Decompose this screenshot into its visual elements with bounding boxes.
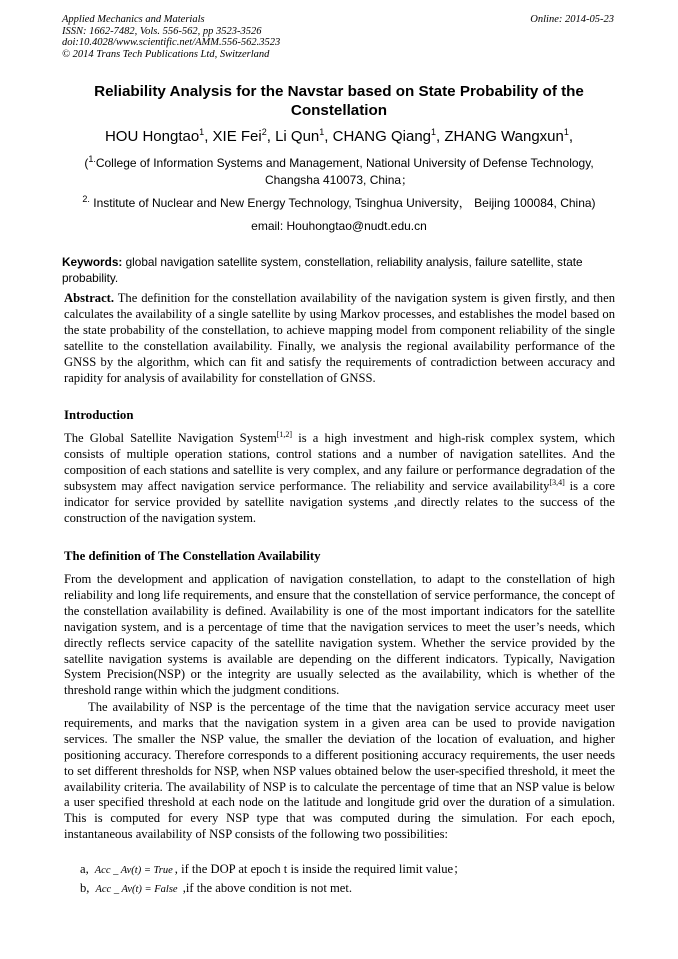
- keywords-text: global navigation satellite system, constellation, reliability analysis, failure satellite, state probability.: [62, 255, 583, 285]
- abstract-label: Abstract.: [64, 291, 115, 305]
- author-name: Li Qun: [275, 128, 320, 145]
- list-item: a, Acc _ Av(t) = True , if the DOP at epoch t is inside the required limit value；: [80, 862, 466, 876]
- author-sup: 1: [199, 127, 205, 137]
- author-list: HOU Hongtao$^1$, XIE Fei$^2$, Li Qun$^1$, CHANG Qiang$^1$, ZHANG Wangxun$^1$,: [104, 127, 574, 145]
- author-name: CHANG Qiang: [332, 128, 432, 145]
- author-name: HOU Hongtao: [104, 128, 200, 145]
- list-item: b, Acc _ Av(t) = False ,if the above condition is not met.: [80, 881, 353, 895]
- journal-name: Applied Mechanics and Materials: [62, 14, 205, 25]
- issn-line: ISSN: 1662-7482, Vols. 556-562, pp 3523-3526: [62, 25, 262, 37]
- copyright-line: © 2014 Trans Tech Publications Ltd, Switzerland: [62, 48, 270, 60]
- equation: Acc _ Av(t) = False: [95, 884, 178, 895]
- author-name: ZHANG Wangxun: [444, 128, 564, 145]
- author-sup: 1: [319, 127, 325, 137]
- author-name: XIE Fei: [212, 128, 262, 145]
- keywords: [62, 254, 616, 286]
- section-heading-introduction: Introduction: [64, 408, 134, 422]
- author-sup: 1: [431, 127, 437, 137]
- citation: [3,4]: [549, 477, 565, 487]
- citation: [1,2]: [276, 429, 293, 439]
- keywords-label: Keywords:: [62, 255, 123, 269]
- introduction-paragraph: The Global Satellite Navigation System[1,2] is a high investment and high-risk complex system, which consists of multiple operation stations, control stations and a number of navigation satellites. And the composition of each stations and satellite is very complex, and any failure or performance degradation of the subsystem may affect navigation service performance. The reliability and service availability[3,4] is a core indicator for service provided by satellite navigation systems ,and directly relates to the success of the construction of the navigation system.: [64, 429, 615, 525]
- equation: Acc _ Av(t) = True: [94, 865, 173, 876]
- definition-paragraph-1: From the development and application of navigation constellation, to adapt to the constellation of high reliability and long life requirements, and ensure that the constellation of service performance, the concept of the constellation availability is defined. Availability is one of the most important indicators for the satellite navigation system, and is a percentage of time that the navigation services to meet the user’s needs, which directly reflects service capacity of the satellite navigation system. Whether the service provided by the satellite navigation systems is available are depending on the different indicators. Typically, Navigation System Precision(NSP) or the integrity are usually selected as the availability, which is whether of the threshold range within which the judgment conditions.: [64, 572, 615, 698]
- journal-header: [62, 14, 280, 60]
- author-sup: 2: [261, 127, 267, 137]
- affiliation-1: ($^{1.}$College of Information Systems and Management, National University of Defense Technology, Changsha 410073, China；: [84, 154, 594, 187]
- section-heading-definition: The definition of The Constellation Availability: [64, 549, 321, 563]
- abstract: [64, 291, 615, 386]
- author-email: email: Houhongtao@nudt.edu.cn: [251, 219, 427, 233]
- paper-title: Reliability Analysis for the Navstar based on State Probability of the Constellation: [94, 83, 584, 119]
- affiliation-2: $^{2.}$ Institute of Nuclear and New Energy Technology, Tsinghua University， Beijing 100084, China): [82, 194, 596, 210]
- author-sup: 1: [563, 127, 569, 137]
- abstract-text: The definition for the constellation availability of the navigation system is given firstly, and then calculates the availability of a single satellite by using Markov processes, and establishes the model based on the state probability of the constellation, to achieve mapping model from component reliability of the single satellite to the constellation availability. Finally, we analysis the regional availability performance of the GNSS by the algorithm, which can fit and satisfy the requirements of contradiction between accuracy and rapidity for analysis of availability for constellation of GNSS.: [64, 291, 615, 385]
- definition-paragraph-2: The availability of NSP is the percentage of the time that the navigation service accuracy meet user requirements, and marks that the navigation system in a given area can be used to provide navigation services. The smaller the NSP value, the smaller the deviation of the location of evaluation, and higher positioning accuracy. Therefore corresponds to a different positioning accuracy requirements, the user needs to set different thresholds for NSP, when NSP values obtained below the user-specified threshold, it meet the availability criteria. The availability of NSP is to calculate the percentage of time that an NSP value is below a user specified threshold at each node on the latitude and longitude grid over the duration of a simulation. This is computed for every NSP type that was computed during the simulation. For each epoch, instantaneous availability of NSP consists of the following two possibilities:: [64, 700, 615, 842]
- online-date: Online: 2014-05-23: [530, 14, 614, 25]
- doi-line: doi:10.4028/www.scientific.net/AMM.556-562.3523: [62, 37, 281, 49]
